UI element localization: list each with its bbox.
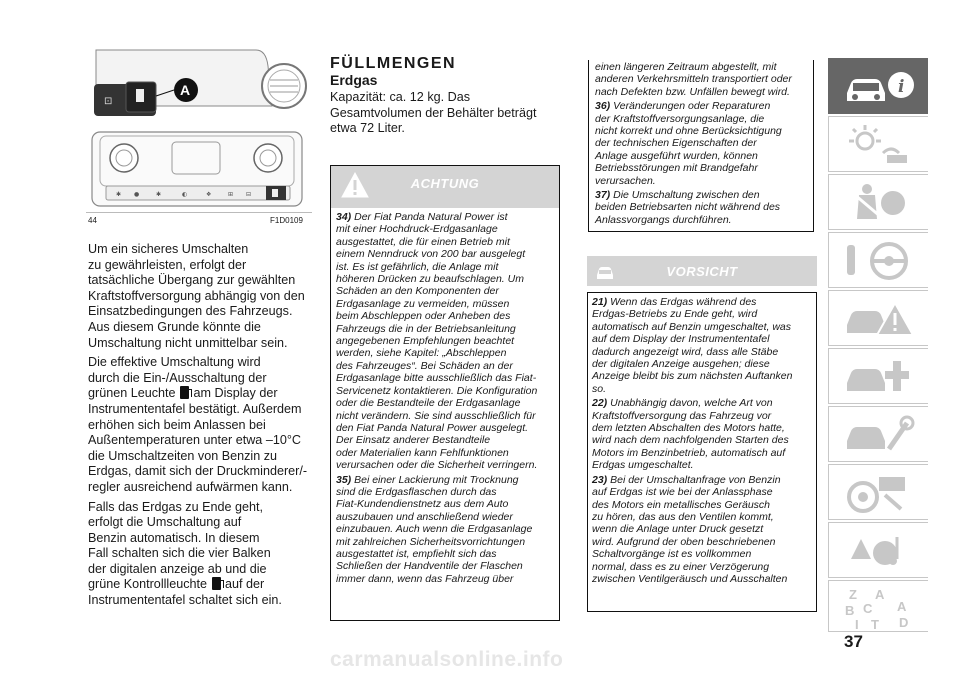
tab-warning-lights[interactable] <box>828 290 928 346</box>
caution-note <box>592 474 814 586</box>
svg-text:●: ● <box>134 191 140 198</box>
svg-text:Z: Z <box>849 587 857 602</box>
column-1-text <box>88 242 314 613</box>
watermark: carmanualsonline.info <box>330 648 564 671</box>
tab-starting-driving[interactable] <box>828 232 928 288</box>
warning-continuation-box <box>588 60 814 232</box>
svg-text:B: B <box>845 603 855 618</box>
warning-note <box>595 189 809 226</box>
tab-car-info[interactable] <box>828 58 928 114</box>
paragraph-inline-icon <box>88 577 314 593</box>
figure-code: F1D0109 <box>270 216 303 225</box>
index-icon <box>841 587 921 631</box>
note-text: Der Fiat Panda Natural Power ist mit einer Hochdruck-Erdgasanlage ausgestattet, die für einen Betrieb mit einem Nenndruck von 200 bar ausgelegt ist. Es ist gefährlich, die Anlage mit höheren Drücken zu beaufschlagen. Um Schäden an den Komponenten der Erdgasanlage zu vermeiden, müssen beim Abschleppen oder Anheben des Fahrzeugs die in der Betriebsanleitung angegebenen Empfehlungen beachtet werden, siehe Kapitel: „Abschleppen des Fahrzeuges“. Bei Schäden an der Erdgasanlage bitte ausschließlich das Fiat- Servicenetz kontaktieren. Die Konfiguration oder die Bestandteile der Erdgasanlage nicht verändern. Sie sind ausschließlich für den Fiat Panda Natural Power ausgelegt. Der Einsatz anderer Bestandteile oder Materialien kann Fehlfunktionen verursachen oder die Sicherheit verringern. <box>336 211 538 472</box>
svg-text:A: A <box>897 599 907 614</box>
paragraph: Instrumententafel schaltet sich ein. <box>88 593 282 608</box>
page-number: 37 <box>844 632 863 651</box>
inline-text: grüne Kontrollleuchte <box>88 577 208 592</box>
paragraph: Um ein sicheres Umschalten zu gewährleisten, erfolgt der tatsächliche Übergang zur gewählten Kraftstoffversorgung abhängig von den Einsatzbedingungen des Fahrzeugs. Aus diesem Grunde könnte die Umschaltung nicht unmittelbar sein. <box>88 242 305 350</box>
warning-note <box>336 211 558 472</box>
svg-text:T: T <box>871 617 879 631</box>
svg-text:C: C <box>863 601 873 616</box>
svg-text:⊞: ⊞ <box>228 191 234 198</box>
note-number: 36) <box>595 100 611 113</box>
svg-text:✱: ✱ <box>116 191 122 198</box>
note-text: Wenn das Erdgas während des Erdgas-Betriebs zu Ende geht, wird automatisch auf Benzin umgeschaltet, was auf dem Display der Instrumententafel dadurch angezeigt wird, dass alle Stäbe der digitalen Anzeige ausgehen; diese Anzeige bleibt bis zum nächsten Auftanken so. <box>592 296 793 395</box>
car-info-icon <box>841 65 921 109</box>
svg-text:✱: ✱ <box>156 191 162 198</box>
safety-airbag-icon <box>841 181 921 225</box>
warning-note <box>336 474 558 586</box>
tab-emergency[interactable] <box>828 348 928 404</box>
paragraph: Die effektive Umschaltung wird durch die Ein-/Ausschaltung der <box>88 355 267 385</box>
paragraph-inline-icon <box>88 386 314 402</box>
section-subtitle: Erdgas <box>330 72 378 88</box>
note-number: 22) <box>592 397 608 410</box>
note-text: Bei der Umschaltanfrage von Benzin auf Erdgas ist wie bei der Anlassphase des Motors ein metallisches Geräusch zu hören, das aus den Ventilen kommt, wenn die Anlage unter Druck gesetzt wird. Aufgrund der oben beschriebenen Schaltvorgänge ist es vollkommen normal, dass es zu einer Verzögerung zwischen Ventilgeräusch und Ausschalten <box>592 473 788 585</box>
note-number: 21) <box>592 296 608 308</box>
tab-technical-data[interactable] <box>828 464 928 520</box>
tab-safety[interactable] <box>828 174 928 230</box>
dashboard-lights-icon <box>841 123 921 167</box>
warning-body <box>336 211 558 587</box>
note-number: 35) <box>336 473 352 486</box>
svg-text:D: D <box>899 615 909 630</box>
paragraph: Instrumententafel bestätigt. Außerdem erhöhen sich beim Anlassen bei Außentemperaturen unter etwa –10°C die Umschaltzeiten von Benzin zu Erdgas, damit sich der Druckminderer/- regler ausreichend aufwärmen kann. <box>88 401 308 494</box>
emergency-icon <box>841 355 921 399</box>
svg-text:⊟: ⊟ <box>246 191 252 198</box>
note-text: Bei einer Lackierung mit Trocknung sind die Erdgasflaschen durch das Fiat-Kundendienstnetz aus dem Auto auszubauen und anschließend wieder einzubauen. Auch wenn die Erdgasanlage mit zahlreichen Sicherheitsvorrichtungen ausgestattet ist, empfiehlt sich das Schließen der Handventile der Flaschen immer dann, wenn das Fahrzeug über <box>336 473 533 585</box>
note-text: Veränderungen oder Reparaturen der Kraftstoffversorgungsanlage, die nicht korrekt und ohne Berücksichtigung der technischen Eigenschaften der Anlage ausgeführt wurden, können Betriebsstörungen mit Brandgefahr verursachen. <box>595 100 782 187</box>
note-text: Die Umschaltung zwischen den beiden Betriebsarten nicht während des Anlassvorgangs durchführen. <box>595 189 781 226</box>
continuation-text: einen längeren Zeitraum abgestellt, mit anderen Verkehrsmitteln transportiert oder nach Defekten bzw. Unfällen bewegt wird. <box>595 61 792 98</box>
warning-title: ACHTUNG <box>410 176 480 191</box>
tab-multimedia[interactable] <box>828 522 928 578</box>
inline-text: auf der <box>225 577 265 592</box>
paragraph: Falls das Erdgas zu Ende geht, erfolgt die Umschaltung auf Benzin automatisch. In diesem Fall schalten sich die vier Balken der digitalen anzeige ab und die <box>88 499 271 576</box>
note-number: 23) <box>592 473 608 486</box>
note-text: Unabhängig davon, welche Art von Kraftstoffversorgung das Fahrzeug vor dem letzten Abschalten des Motors hatte, wird nach dem nachfolgenden Starten des Motors im Benzinbetrieb, automatisch auf Erdgas umgeschaltet. <box>592 397 789 472</box>
svg-text:◐: ◐ <box>182 191 188 198</box>
maintenance-icon <box>841 413 921 457</box>
tab-dashboard-lights[interactable] <box>828 116 928 172</box>
caution-body <box>592 296 814 587</box>
svg-text:i: i <box>898 77 905 97</box>
starting-driving-icon <box>841 239 921 283</box>
climate-panel-illustration <box>86 46 312 212</box>
section-title: FÜLLMENGEN <box>330 55 457 72</box>
warning-note <box>595 100 809 187</box>
technical-data-icon <box>841 471 921 515</box>
svg-text:⊡: ⊡ <box>104 96 113 107</box>
tab-maintenance[interactable] <box>828 406 928 462</box>
capacity-text: Kapazität: ca. 12 kg. Das Gesamtvolumen der Behälter beträgt etwa 72 Liter. <box>330 90 537 136</box>
note-number: 34) <box>336 211 352 223</box>
note-number: 37) <box>595 189 611 202</box>
svg-text:I: I <box>855 617 859 631</box>
caution-note <box>592 397 814 471</box>
inline-text: grünen Leuchte <box>88 386 176 401</box>
fuel-pump-icon <box>212 577 221 590</box>
fuel-pump-icon <box>180 386 189 399</box>
figure-number: 44 <box>88 216 97 225</box>
svg-text:❖: ❖ <box>206 191 212 198</box>
inline-text: am Display der <box>193 386 278 401</box>
tab-index[interactable] <box>828 580 928 632</box>
dashboard-figure <box>86 46 312 213</box>
svg-text:A: A <box>180 82 191 98</box>
caution-title: VORSICHT <box>666 264 738 279</box>
svg-text:A: A <box>875 587 885 602</box>
caution-note <box>592 296 814 395</box>
warning-lights-icon <box>841 297 921 341</box>
multimedia-icon <box>841 529 921 573</box>
